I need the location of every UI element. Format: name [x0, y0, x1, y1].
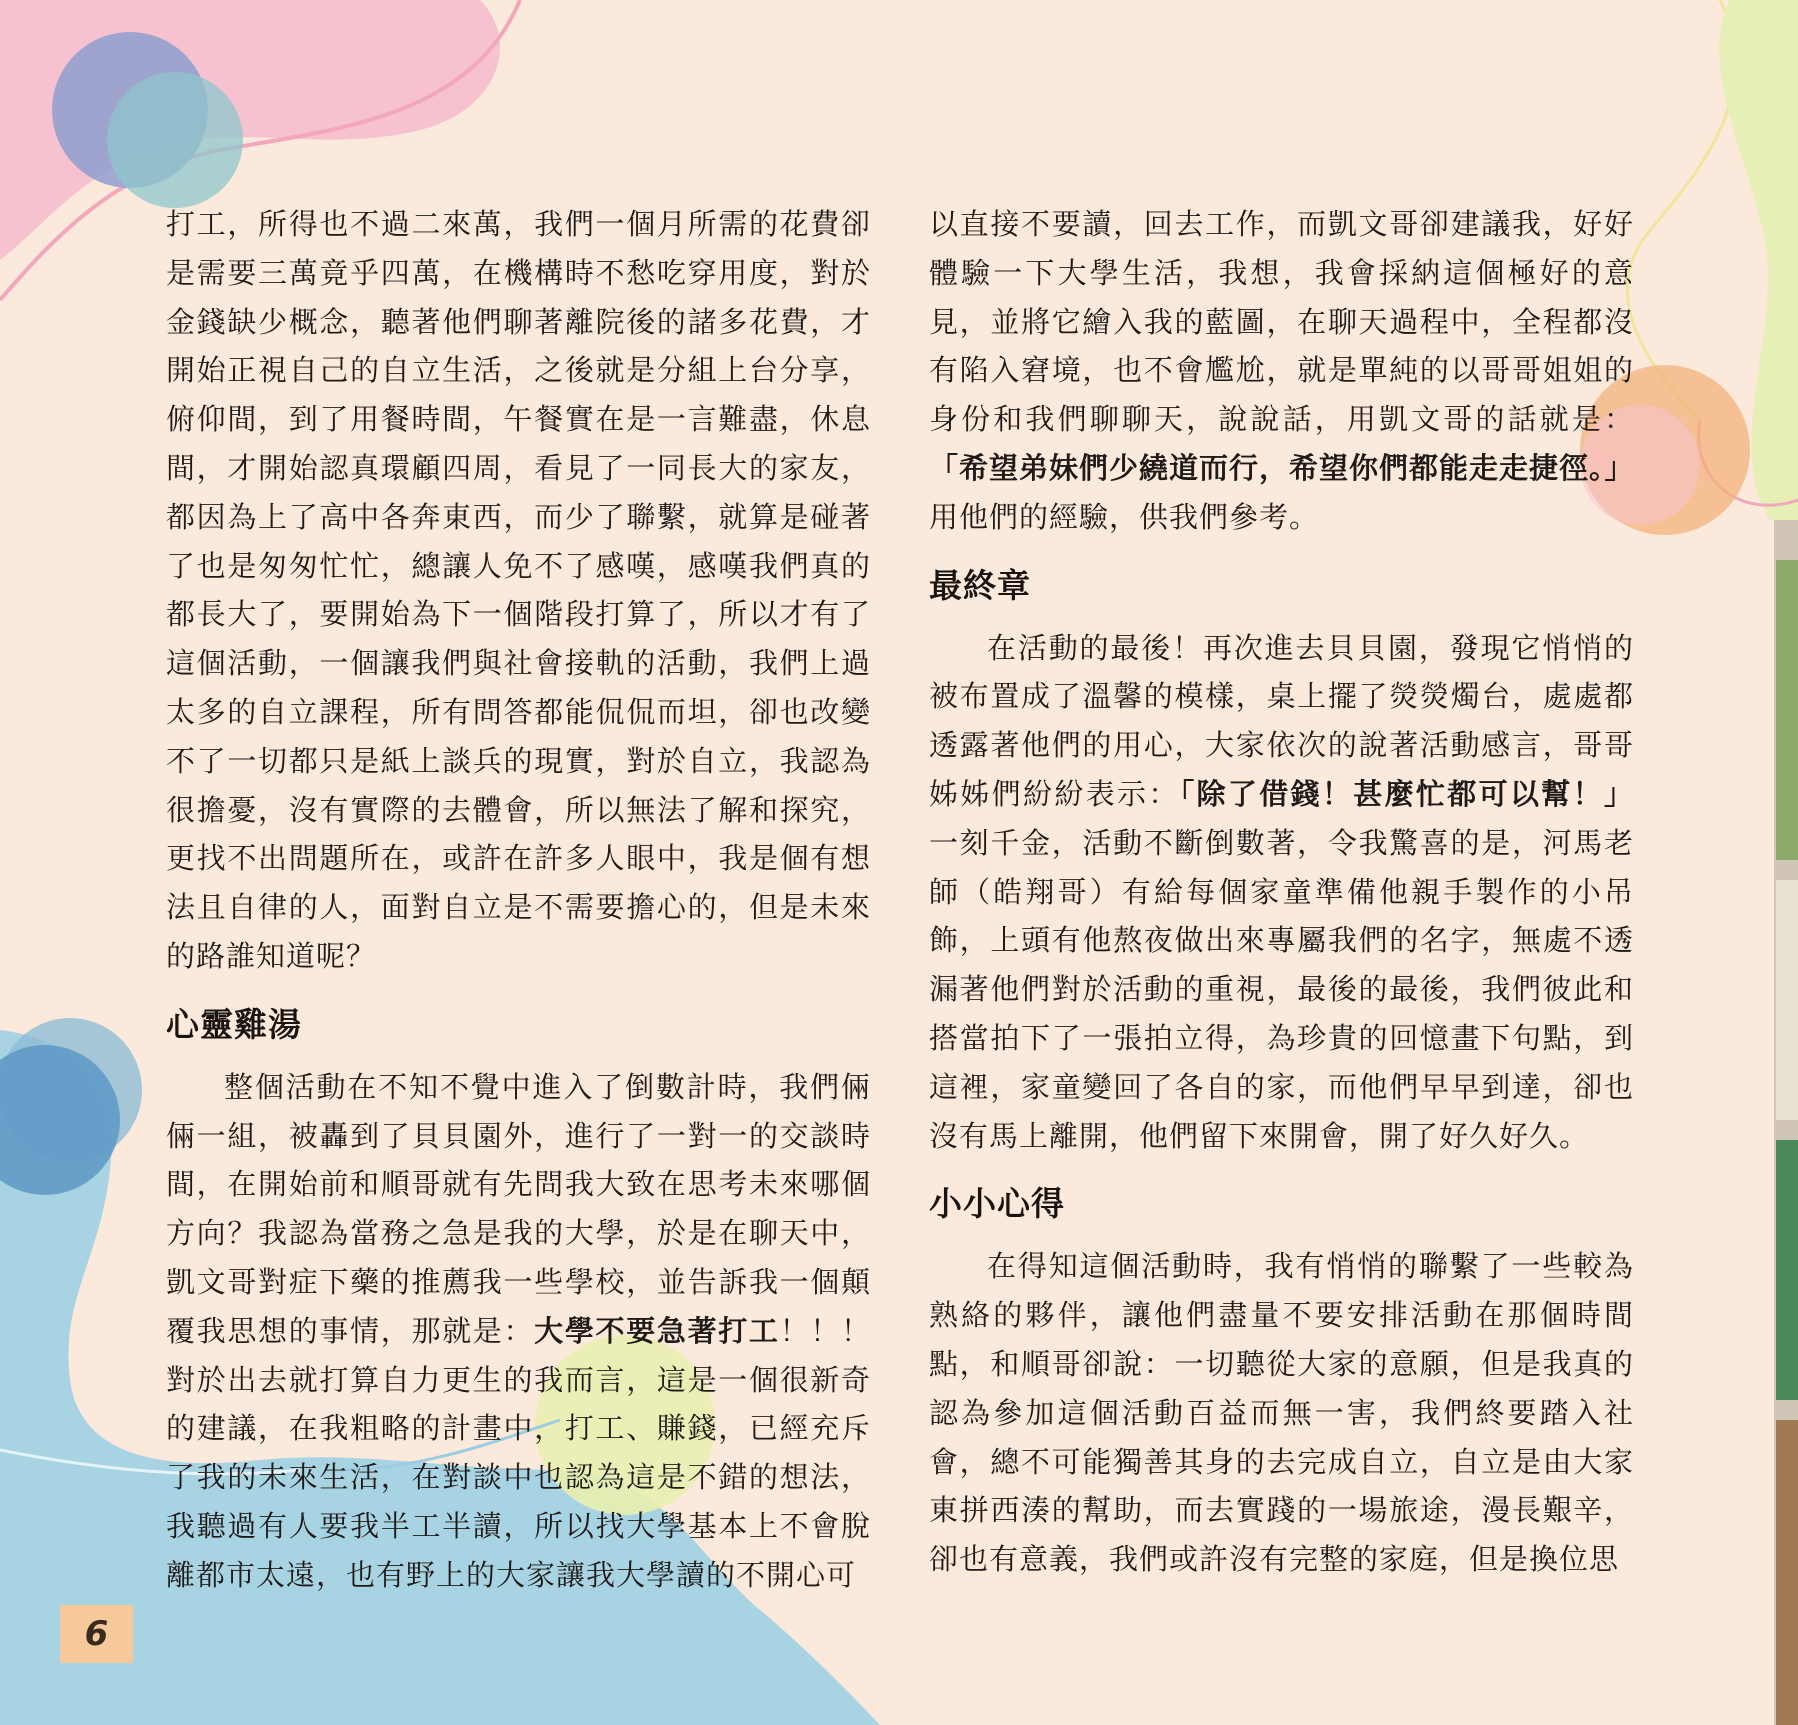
- paragraph: 打工，所得也不過二來萬，我們一個月所需的花費卻是需要三萬竟乎四萬，在機構時不愁吃穿用度，對於金錢缺少概念，聽著他們聊著離院後的諸多花費，才開始正視自己的自立生活，之後就是分組上台分享，俯仰間，到了用餐時間，午餐實在是一言難盡，休息間，才開始認真環顧四周，看見了一同長大的家友，都因為上了高中各奔東西，而少了聯繫，就算是碰著了也是匆匆忙忙，總讓人免不了感嘆，感嘆我們真的都長大了，要開始為下一個階段打算了，所以才有了這個活動，一個讓我們與社會接軌的活動，我們上過太多的自立課程，所有問答都能侃侃而坦，卻也改變不了一切都只是紙上談兵的現實，對於自立，我認為很擔憂，沒有實際的去體會，所以無法了解和探究，更找不出問題所在，或許在許多人眼中，我是個有想法且自律的人，面對自立是不需要擔心的，但是未來的路誰知道呢？: [166, 207, 871, 973]
- bold-quote: 大學不要急著打工: [534, 1313, 780, 1348]
- text-run: 以直接不要讀，回去工作，而凱文哥卻建議我，好好體驗一下大學生活，我想，我會採納這個極好的意見，並將它繪入我的藍圖，在聊天過程中，全程都沒有陷入窘境，也不會尷尬，就是單純的以哥哥姐姐的身份和我們聊聊天，說說話，用凱文哥的話就是：: [929, 207, 1634, 437]
- teal-circle: [107, 72, 243, 208]
- paragraph: [166, 1063, 871, 1600]
- section-heading-zuizhongzhang: 最終章: [929, 565, 1031, 605]
- text-run: ！！！對於出去就打算自力更生的我而言，這是一個很新奇的建議，在我粗略的計畫中，打工、賺錢，已經充斥了我的未來生活，在對談中也認為這是不錯的想法，我聽過有人要我半工半讀，所以找大學基本上不會脫離都市太遠，也有野上的大家讓我大學讀的不開心可: [166, 1313, 871, 1592]
- text-run: 用他們的經驗，供我們參考。: [929, 499, 1320, 534]
- text-run: 一刻千金，活動不斷倒數著，令我驚喜的是，河馬老師（皓翔哥）有給每個家童準備他親手製作的小吊飾，上頭有他熬夜做出來專屬我們的名字，無處不透漏著他們對於活動的重視，最後的最後，我們彼此和搭當拍下了一張拍立得，為珍貴的回憶畫下句點，到這裡，家童變回了各自的家，而他們早早到達，卻也沒有馬上離開，他們留下來開會，開了好久好久。: [929, 825, 1634, 1153]
- bold-quote: 「希望弟妹們少繞道而行，希望你們都能走走捷徑。」: [929, 450, 1635, 485]
- section-heading-xinling: 心靈雞湯: [166, 1004, 302, 1044]
- left-column: [166, 200, 871, 1600]
- bold-quote: 「除了借錢！甚麼忙都可以幫！」: [1179, 776, 1634, 811]
- paragraph: [929, 624, 1634, 1161]
- text-run: 整個活動在不知不覺中進入了倒數計時，我們倆倆一組，被轟到了貝貝園外，進行了一對一的交談時間，在開始前和順哥就有先問我大致在思考未來哪個方向？我認為當務之急是我的大學，於是在聊天中，凱文哥對症下藥的推薦我一些學校，並告訴我一個顛覆我思想的事情，那就是：: [166, 1069, 871, 1348]
- right-column: [929, 200, 1634, 1584]
- page-number: 6: [60, 1605, 133, 1663]
- paragraph: [929, 200, 1634, 542]
- text-run: 在活動的最後！再次進去貝貝園，發現它悄悄的被布置成了溫馨的模樣，桌上擺了熒熒燭台，處處都透露著他們的用心，大家依次的說著活動感言，哥哥姊姊們紛紛表示：: [929, 630, 1634, 811]
- section-heading-xiaoxiao: 小小心得: [929, 1184, 1065, 1224]
- paragraph: 在得知這個活動時，我有悄悄的聯繫了一些較為熟絡的夥伴，讓他們盡量不要安排活動在那個時間點，和順哥卻說：一切聽從大家的意願，但是我真的認為參加這個活動百益而無一害，我們終要踏入社會，總不可能獨善其身的去完成自立，自立是由大家東拼西湊的幫助，而去實踐的一場旅途，漫長艱辛，卻也有意義，我們或許沒有完整的家庭，但是換位思: [929, 1249, 1634, 1577]
